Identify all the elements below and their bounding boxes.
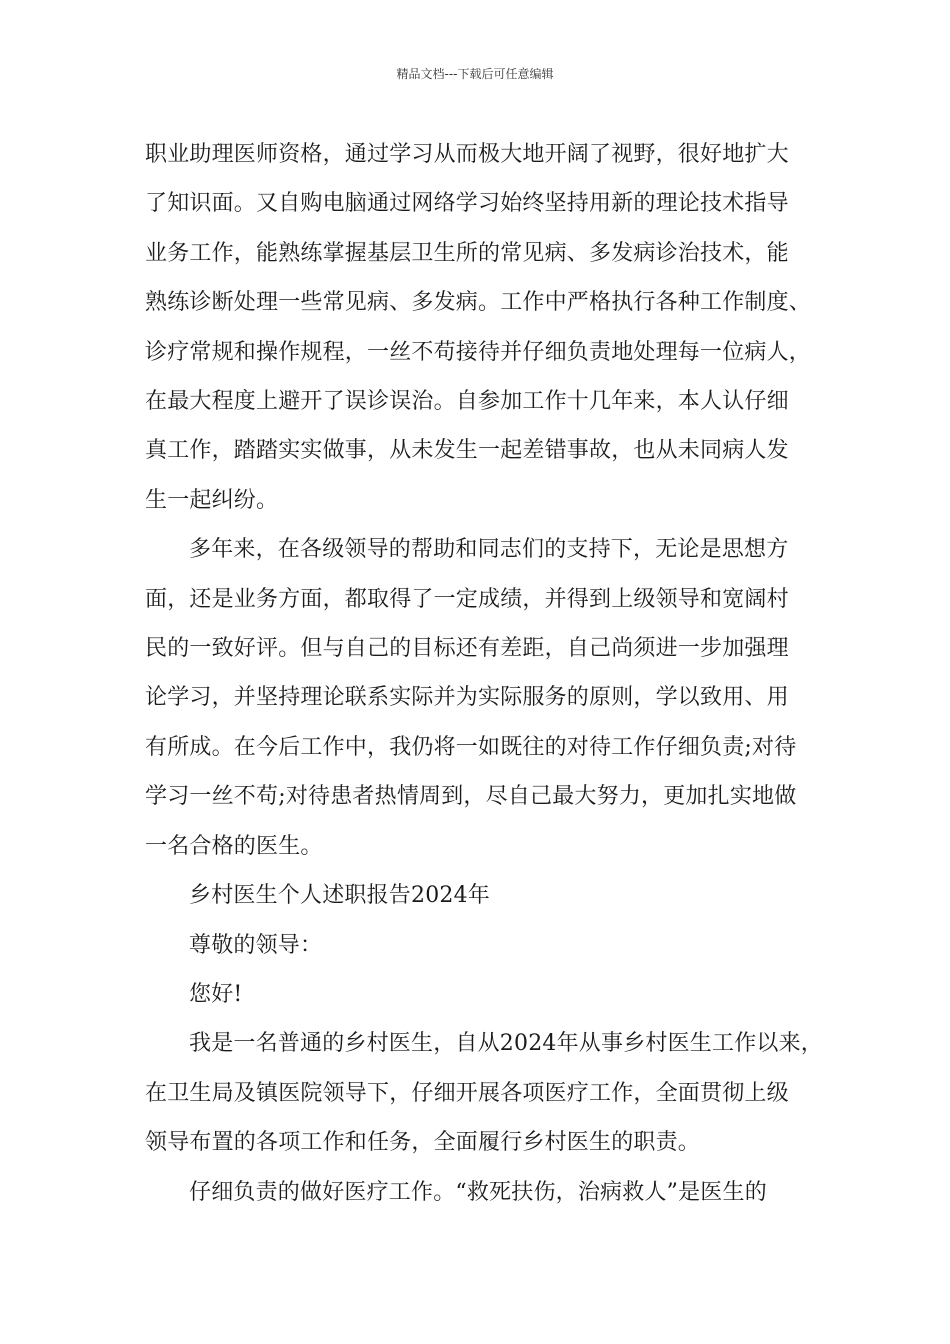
salutation [145, 921, 807, 970]
text-line: 真工作，踏踏实实做事，从未发生一起差错事故，也从未同病人发 [145, 438, 789, 464]
text-line: 尊敬的领导： [189, 932, 323, 958]
text-line: 学习一丝不苟;对待患者热情周到，尽自己最大努力，更加扎实地做 [145, 784, 797, 810]
paragraph-1 [145, 130, 812, 525]
text-line: 职业助理医师资格，通过学习从而极大地开阔了视野，很好地扩大 [145, 142, 789, 167]
document-body [145, 130, 823, 1217]
text-line: 了知识面。又自购电脑通过网络学习始终坚持用新的理论技术指导 [145, 191, 789, 217]
text-line: 在最大程度上避开了误诊误治。自参加工作十几年来，本人认仔细 [145, 389, 789, 415]
text-line: 熟练诊断处理一些常见病、多发病。工作中严格执行各种工作制度、 [145, 290, 812, 316]
paragraph-3 [145, 1019, 823, 1167]
text-line: 我是一名普通的乡村医生，自从2024年从事乡村医生工作以来， [189, 1031, 823, 1057]
text-line: 仔细负责的做好医疗工作。“救死扶伤，治病救人”是医生的 [189, 1179, 767, 1205]
text-line: 生一起纠纷。 [145, 487, 279, 513]
text-line: 多年来，在各级领导的帮助和同志们的支持下，无论是思想方 [189, 537, 789, 563]
text-line: 乡村医生个人述职报告2024年 [189, 883, 490, 909]
text-line: 论学习，并坚持理论联系实际并为实际服务的原则，学以致用、用 [145, 685, 789, 711]
paragraph-2 [145, 525, 807, 871]
text-line: 业务工作，能熟练掌握基层卫生所的常见病、多发病诊治技术，能 [145, 240, 789, 266]
text-line: 领导布置的各项工作和任务，全面履行乡村医生的职责。 [145, 1130, 701, 1156]
text-line: 有所成。在今后工作中，我仍将一如既往的对待工作仔细负责;对待 [145, 734, 797, 760]
text-line: 诊疗常规和操作规程，一丝不苟接待并仔细负责地处理每一位病人， [145, 339, 812, 365]
page-header: 精品文档---下载后可任意编辑 [396, 67, 554, 81]
text-line: 民的一致好评。但与自己的目标还有差距，自己尚须进一步加强理 [145, 636, 789, 662]
report-title [145, 871, 807, 920]
text-line: 您好! [189, 981, 243, 1007]
greeting [145, 970, 807, 1019]
text-line: 在卫生局及镇医院领导下，仔细开展各项医疗工作，全面贯彻上级 [145, 1080, 789, 1106]
paragraph-4 [145, 1168, 807, 1217]
text-line: 面，还是业务方面，都取得了一定成绩，并得到上级领导和宽阔村 [145, 586, 789, 612]
text-line: 一名合格的医生。 [145, 833, 323, 859]
